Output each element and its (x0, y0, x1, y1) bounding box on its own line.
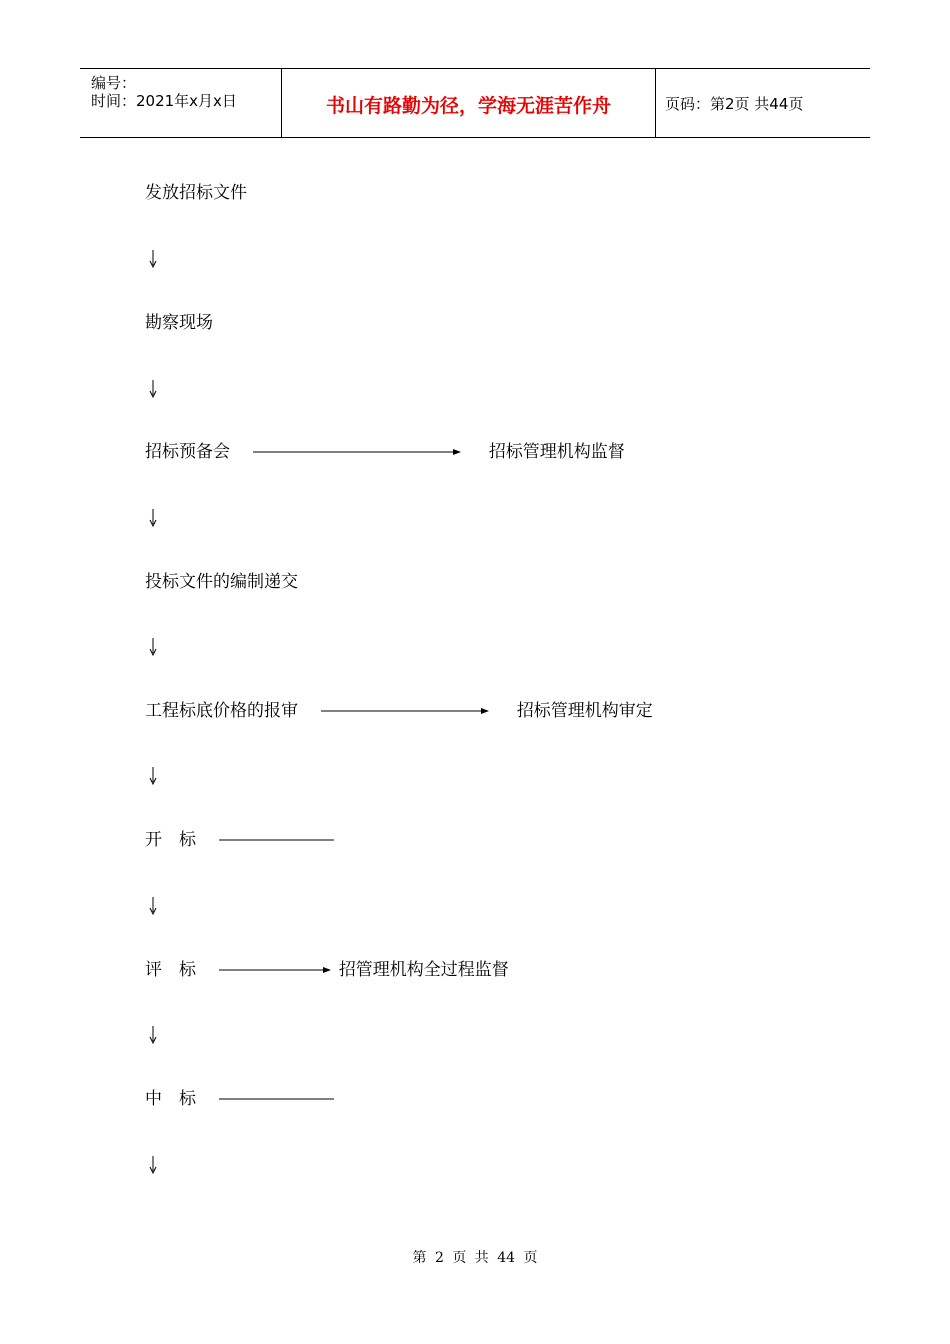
flow-row-base-price-review (145, 700, 653, 722)
down-arrow-icon (146, 1156, 160, 1174)
flow-step-bid-award: 中 标 (145, 1089, 196, 1109)
down-arrow-icon (146, 897, 160, 915)
flow-target-full-supervision: 招管理机构全过程监督 (338, 960, 509, 980)
document-time-label: 时间：2021年x月x日 (91, 92, 237, 110)
footer-ye2: 页 (523, 1250, 538, 1266)
flow-step-issue-tender-documents: 发放招标文件 (145, 183, 247, 203)
right-arrow-icon (219, 964, 333, 976)
flow-step-site-survey: 勘察现场 (145, 313, 213, 333)
down-arrow-icon (146, 1026, 160, 1044)
header-motto-cell (281, 69, 656, 137)
footer-total-pages: 44 (497, 1250, 516, 1266)
connector-line (219, 1093, 334, 1105)
document-number-label: 编号： (91, 74, 137, 92)
footer-page-number: 2 (434, 1250, 444, 1266)
header-info-cell (80, 69, 281, 137)
down-arrow-icon (146, 638, 160, 656)
down-arrow-icon (146, 380, 160, 398)
down-arrow-icon (146, 509, 160, 527)
flow-row-bid-evaluation (145, 959, 509, 981)
footer-gong: 共 (474, 1250, 489, 1266)
page-footer (0, 1247, 950, 1267)
flow-step-base-price-review: 工程标底价格的报审 (145, 701, 298, 721)
page-header (80, 68, 870, 138)
header-motto: 书山有路勤为径，学海无涯苦作舟 (325, 95, 611, 117)
connector-line (219, 834, 334, 846)
flow-step-bid-opening: 开 标 (145, 830, 196, 850)
flow-row-bid-opening (145, 829, 334, 851)
right-arrow-icon (253, 446, 463, 458)
header-page-code: 页码：第2页 共44页 (665, 95, 804, 113)
header-page-cell (655, 69, 870, 137)
flow-step-bid-evaluation: 评 标 (145, 960, 196, 980)
flow-row-bid-award (145, 1088, 334, 1110)
flow-target-approval: 招标管理机构审定 (516, 701, 653, 721)
flow-step-pre-bid-meeting: 招标预备会 (145, 442, 230, 462)
down-arrow-icon (146, 250, 160, 268)
flow-target-supervision: 招标管理机构监督 (488, 442, 625, 462)
down-arrow-icon (146, 767, 160, 785)
flow-step-bid-preparation: 投标文件的编制递交 (145, 572, 298, 592)
right-arrow-icon (321, 705, 491, 717)
footer-ye: 页 (452, 1250, 467, 1266)
footer-di: 第 (412, 1250, 427, 1266)
flow-row-pre-bid-meeting (145, 441, 625, 463)
